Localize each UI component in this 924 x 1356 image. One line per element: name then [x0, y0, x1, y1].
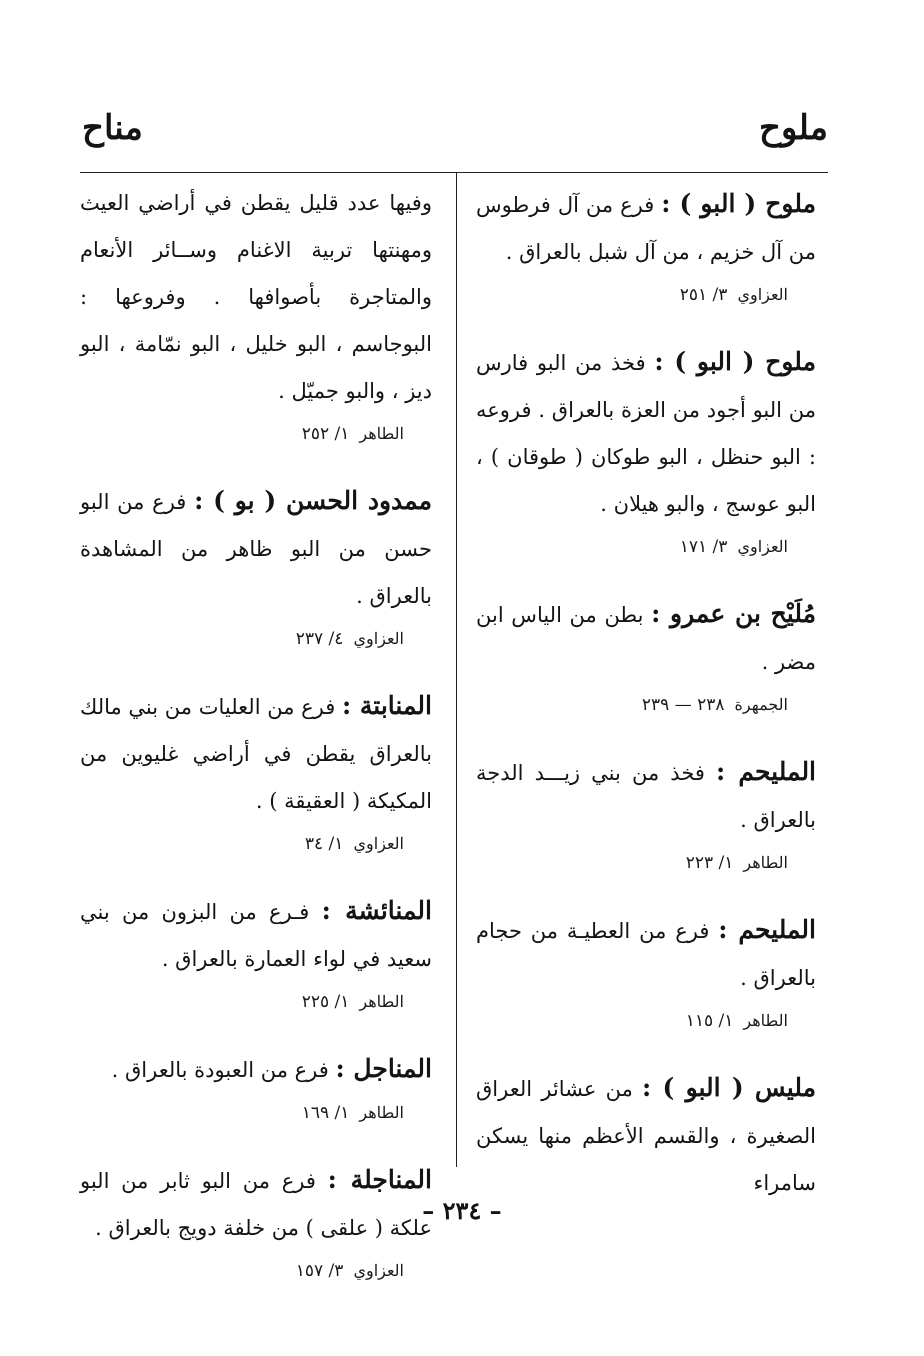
- entry-text: فرع من البو حسن من البو ظاهر من المشاهدة بالعراق .: [80, 490, 432, 608]
- citation-source: الجمهرة: [734, 695, 788, 714]
- citation-reference: ١/ ٢٢٣: [685, 853, 734, 873]
- entry-body: [476, 180, 816, 276]
- entry-headword: ملوح ( البو ) :: [654, 347, 816, 376]
- dictionary-entry: [476, 338, 816, 564]
- entry-headword: المليحم :: [716, 757, 817, 786]
- entry-headword: المناجل :: [335, 1054, 432, 1083]
- citation-reference: ٤/ ٢٣٧: [295, 629, 344, 649]
- page-number: – ٢٣٤ –: [422, 1196, 502, 1225]
- entry-citation: [80, 417, 432, 451]
- citation-source: الطاهر: [359, 424, 404, 443]
- header-rule: [80, 172, 828, 173]
- entry-headword: مُلَيْح بن عمرو :: [651, 599, 816, 628]
- citation-source: العزاوي: [353, 834, 404, 853]
- entry-body: [80, 1045, 432, 1094]
- entry-body: [80, 477, 432, 620]
- entry-body: [80, 180, 432, 415]
- entry-citation: [80, 985, 432, 1019]
- citation-source: العزاوي: [353, 629, 404, 648]
- entry-text: فرع من آل فرطوس من آل خزيم ، من آل شبل بالعراق .: [476, 193, 816, 264]
- citation-reference: ٣/ ٢٥١: [679, 285, 728, 305]
- dictionary-entry: [476, 590, 816, 722]
- dictionary-entry: [80, 887, 432, 1019]
- entry-text: وفيها عدد قليل يقطن في أراضي العيث ومهنتها تربية الاغنام وســائر الأنعام والمتاجرة بأصوافها . وفروعها : البوجاسم ، البو خليل ، البو نمّامة ، البو ديز ، والبو جميّل .: [80, 191, 432, 403]
- citation-reference: ١/ ٢٥٢: [301, 424, 350, 444]
- citation-source: العزاوي: [737, 537, 788, 556]
- entry-citation: [476, 278, 816, 312]
- entry-headword: المنابتة :: [341, 691, 432, 720]
- entry-text: بطن من الياس ابن مضر .: [476, 603, 816, 674]
- right-column: [476, 180, 816, 1233]
- dictionary-entry: [476, 906, 816, 1038]
- dictionary-entry: [80, 180, 432, 451]
- entry-citation: [80, 1096, 432, 1130]
- entry-text: فرع من العطيـة من حجام بالعراق .: [476, 919, 816, 990]
- entry-citation: [476, 530, 816, 564]
- entry-headword: المنائشة :: [321, 896, 432, 925]
- entry-text: فخذ من البو فارس من البو أجود من العزة بالعراق . فروعه : البو حنظل ، البو طوكان ( طوقان ) ، البو عوسج ، والبو هيلان .: [476, 351, 816, 516]
- entry-body: [476, 590, 816, 686]
- dictionary-entry: [476, 180, 816, 312]
- entry-citation: [80, 1254, 432, 1288]
- entry-text: فرع من البو ثابر من البو علكة ( علقى ) من خلفة دويج بالعراق .: [80, 1169, 432, 1240]
- entry-text: فرع من العليات من بني مالك بالعراق يقطن في أراضي غليوين من المكيكة ( العقيقة ) .: [80, 695, 432, 813]
- entry-body: [476, 338, 816, 528]
- citation-reference: ٢٣٨ — ٢٣٩: [641, 695, 725, 715]
- entry-text: فرع من العبودة بالعراق .: [111, 1058, 329, 1082]
- citation-reference: ١/ ١١٥: [685, 1011, 734, 1031]
- citation-source: الطاهر: [359, 1103, 404, 1122]
- citation-source: العزاوي: [353, 1261, 404, 1280]
- entry-headword: ملوح ( البو ) :: [661, 189, 816, 218]
- citation-reference: ٣/ ١٧١: [679, 537, 728, 557]
- citation-reference: ٣/ ١٥٧: [295, 1261, 344, 1281]
- entry-headword: المليحم :: [718, 915, 816, 944]
- entry-body: [476, 748, 816, 844]
- entry-body: [476, 906, 816, 1002]
- dictionary-entry: [476, 748, 816, 880]
- dictionary-entry: [80, 1045, 432, 1130]
- entry-citation: [476, 1004, 816, 1038]
- entry-text: فـرع من البزون من بني سعيد في لواء العمارة بالعراق .: [80, 900, 432, 971]
- citation-reference: ١/ ١٦٩: [301, 1103, 350, 1123]
- entry-text: من عشائر العراق الصغيرة ، والقسم الأعظم منها يسكن سامراء: [476, 1077, 816, 1195]
- entry-headword: مليس ( البو ) :: [642, 1073, 816, 1102]
- entry-citation: [476, 846, 816, 880]
- citation-source: الطاهر: [743, 853, 788, 872]
- entry-body: [80, 682, 432, 825]
- entry-citation: [80, 622, 432, 656]
- citation-source: الطاهر: [359, 992, 404, 1011]
- left-column: [80, 180, 432, 1314]
- entry-headword: المناجلة :: [327, 1165, 432, 1194]
- entry-headword: ممدود الحسن ( بو ) :: [194, 486, 432, 515]
- entry-body: [80, 887, 432, 983]
- citation-reference: ١/ ٢٢٥: [301, 992, 350, 1012]
- citation-source: الطاهر: [743, 1011, 788, 1030]
- citation-reference: ١/ ٣٤: [304, 834, 344, 854]
- column-divider: [456, 172, 457, 1167]
- running-head-right: ملوح: [759, 108, 828, 148]
- running-head-left: مناح: [82, 108, 143, 148]
- dictionary-entry: [476, 1064, 816, 1207]
- entry-citation: [476, 688, 816, 722]
- entry-text: فخذ من بني زيـــد الدجة بالعراق .: [476, 761, 816, 832]
- entry-body: [476, 1064, 816, 1207]
- dictionary-entry: [80, 477, 432, 656]
- citation-source: العزاوي: [737, 285, 788, 304]
- entry-citation: [80, 827, 432, 861]
- dictionary-entry: [80, 682, 432, 861]
